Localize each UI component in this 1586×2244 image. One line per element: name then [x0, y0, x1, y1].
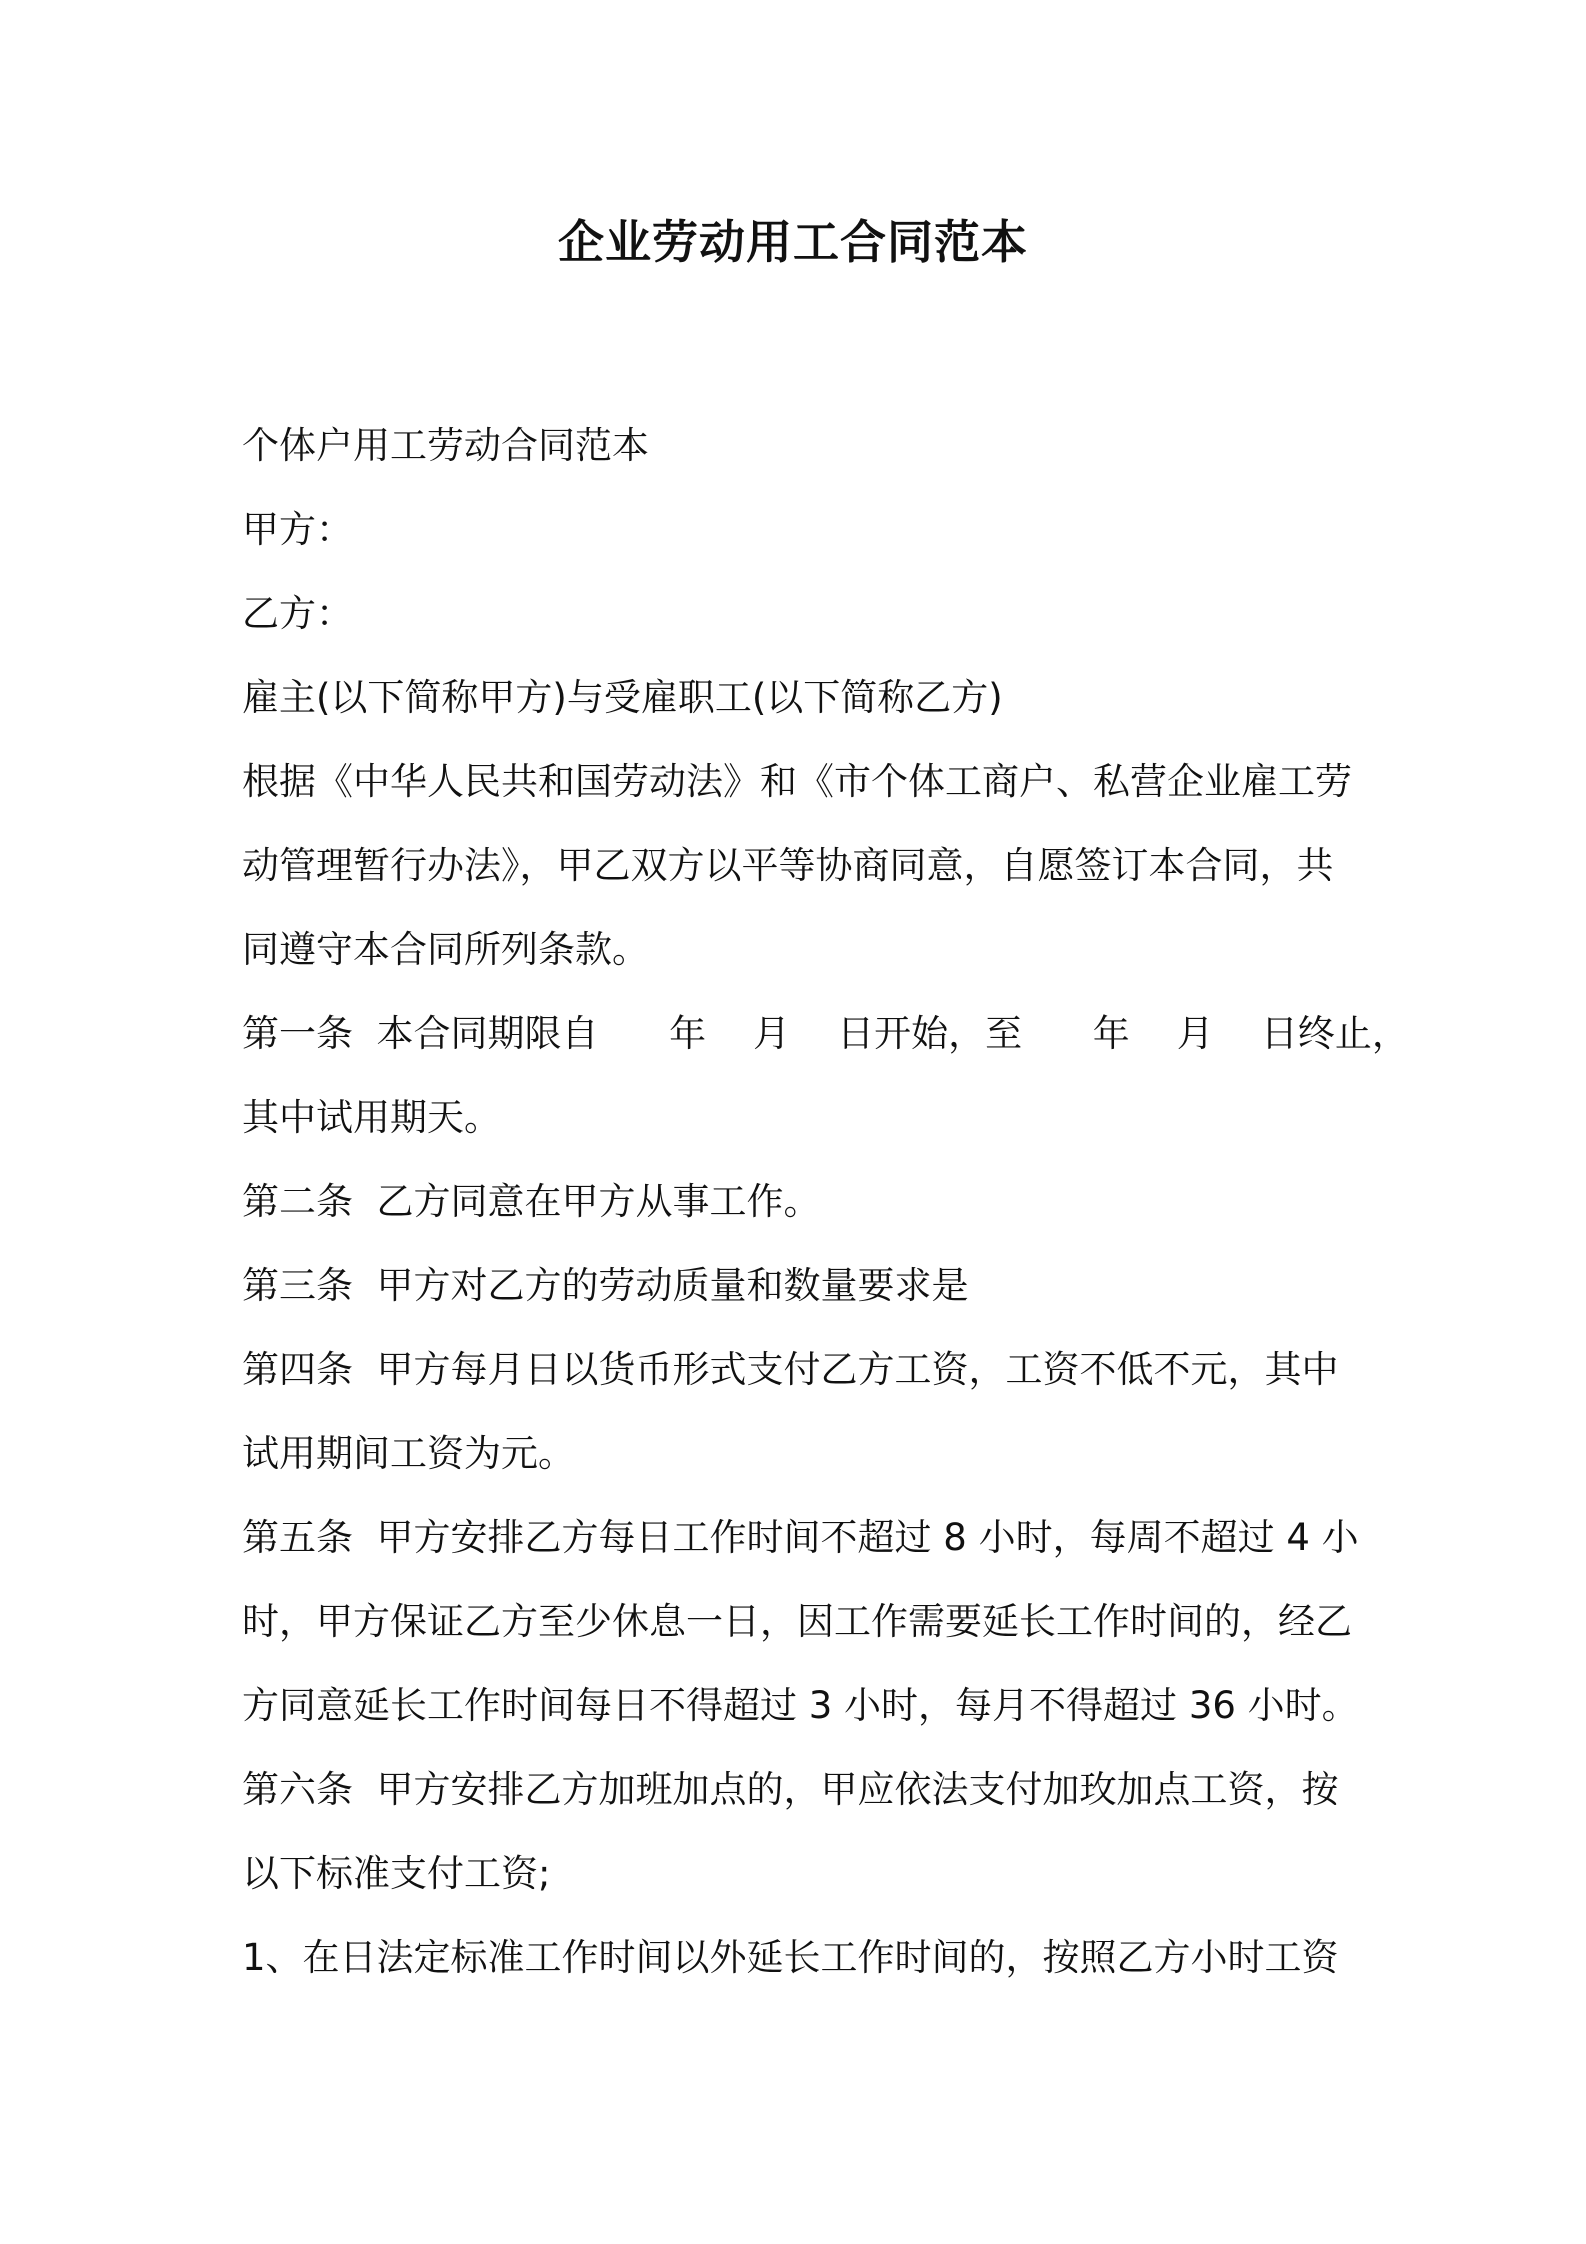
article-5-line-1: 第五条 甲方安排乙方每日工作时间不超过 8 小时，每周不超过 4 小: [242, 1516, 1359, 1559]
article-4-line-1: 第四条 甲方每月日以货币形式支付乙方工资，工资不低不元，其中: [242, 1348, 1339, 1391]
article-5-line-2: 时，甲方保证乙方至少休息一日，因工作需要延长工作时间的，经乙: [242, 1600, 1352, 1643]
article-5-line-3: 方同意延长工作时间每日不得超过 3 小时，每月不得超过 36 小时。: [242, 1684, 1359, 1727]
party-a-line: 甲方：: [242, 508, 353, 551]
article-3-line: 第三条 甲方对乙方的劳动质量和数量要求是: [242, 1264, 969, 1307]
parties-definition-line: 雇主(以下简称甲方)与受雇职工(以下简称乙方): [242, 676, 1003, 719]
preamble-line-2: 动管理暂行办法》，甲乙双方以平等协商同意，自愿签订本合同，共: [242, 844, 1334, 887]
article-6-line-1: 第六条 甲方安排乙方加班加点的，甲应依法支付加玫加点工资，按: [242, 1768, 1339, 1811]
article-1-line-2: 其中试用期天。: [242, 1096, 501, 1139]
article-6-line-2: 以下标准支付工资;: [242, 1852, 551, 1895]
article-1-line-1: 第一条 本合同期限自 年 月 日开始，至 年 月 日终止，: [242, 1012, 1409, 1055]
party-b-line: 乙方：: [242, 592, 353, 635]
subtitle-line: 个体户用工劳动合同范本: [242, 424, 649, 467]
article-2-line: 第二条 乙方同意在甲方从事工作。: [242, 1180, 821, 1223]
article-4-line-2: 试用期间工资为元。: [242, 1432, 575, 1475]
document-title: 企业劳动用工合同范本: [558, 215, 1028, 269]
preamble-line-1: 根据《中华人民共和国劳动法》和《市个体工商户、私营企业雇工劳: [242, 760, 1352, 803]
clause-1-line: 1、在日法定标准工作时间以外延长工作时间的，按照乙方小时工资: [242, 1936, 1339, 1979]
preamble-line-3: 同遵守本合同所列条款。: [242, 928, 649, 971]
document-body: [242, 404, 1409, 2000]
